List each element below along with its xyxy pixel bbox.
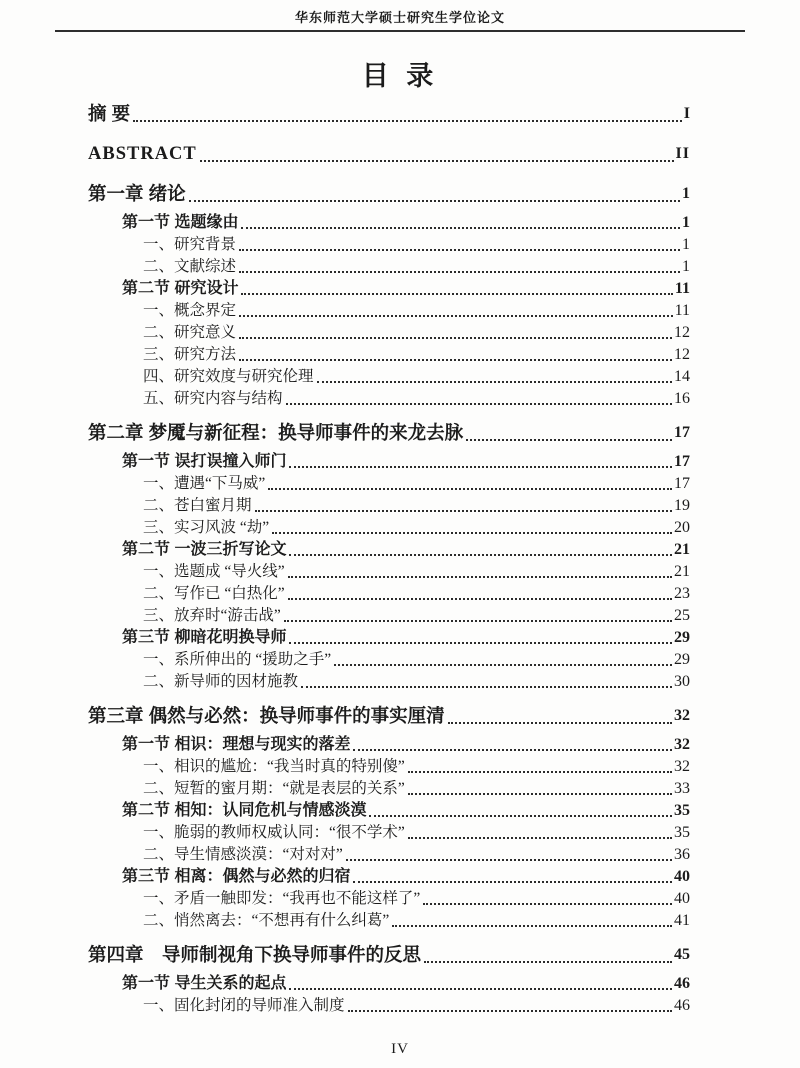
- toc-entry-page: 1: [682, 258, 690, 275]
- toc-entry-page: 11: [674, 280, 690, 297]
- toc-dot-leader: [348, 1010, 672, 1012]
- toc-entry-label: 一、矛盾一触即发：“我再也不能这样了”: [143, 890, 421, 907]
- toc-entry: [143, 778, 690, 800]
- toc-dot-leader: [301, 686, 672, 688]
- toc-entry: [122, 973, 690, 995]
- toc-entry: [88, 101, 690, 127]
- toc-entry-label: 二、苍白蜜月期: [143, 497, 252, 514]
- toc-entry-label: 第二章 梦魇与新征程：换导师事件的来龙去脉: [88, 422, 464, 443]
- toc-entry-page: 29: [674, 651, 690, 668]
- toc-entry-label: 二、短暂的蜜月期：“就是表层的关系”: [143, 780, 405, 797]
- header-divider-line: [55, 30, 745, 32]
- toc-entry-label: 第二节 相知：认同危机与情感淡漠: [122, 802, 367, 819]
- toc-entry-page: 46: [674, 997, 690, 1014]
- toc-dot-leader: [346, 859, 672, 861]
- toc-entry-label: 一、研究背景: [143, 236, 237, 253]
- toc-dot-leader: [392, 925, 672, 927]
- toc-entry-label: 第一节 导生关系的起点: [122, 975, 287, 992]
- toc-entry: [143, 844, 690, 866]
- toc-entry-label: 第四章 导师制视角下换导师事件的反思: [88, 944, 422, 965]
- toc-entry: [143, 322, 690, 344]
- toc-entry-page: 40: [674, 868, 690, 885]
- toc-dot-leader: [408, 793, 672, 795]
- toc-entry: [143, 473, 690, 495]
- toc-dot-leader: [289, 554, 672, 556]
- toc-entry-label: 一、脆弱的教师权威认同：“很不学术”: [143, 824, 405, 841]
- page-number-footer: IV: [391, 1041, 409, 1057]
- toc-dot-leader: [466, 439, 672, 441]
- toc-entry: [143, 366, 690, 388]
- toc-entry-page: 17: [674, 453, 690, 470]
- toc-entry-label: 五、研究内容与结构: [143, 390, 283, 407]
- toc-entry: [88, 141, 690, 167]
- toc-entry: [143, 910, 690, 932]
- toc-entry-page: 32: [674, 758, 690, 775]
- toc-entry-label: 三、放弃时“游击战”: [143, 607, 281, 624]
- toc-entry-page: 21: [674, 541, 690, 558]
- toc-dot-leader: [288, 598, 672, 600]
- toc-entry-label: 四、研究效度与研究伦理: [143, 368, 314, 385]
- toc-entry-page: II: [675, 145, 690, 162]
- toc-entry: [143, 649, 690, 671]
- toc-entry: [88, 703, 690, 729]
- toc-entry: [122, 539, 690, 561]
- toc-entry-label: 三、实习风波 “劫”: [143, 519, 270, 536]
- toc-dot-leader: [189, 200, 680, 202]
- toc-entry: [88, 420, 690, 446]
- toc-entry-label: 二、导生情感淡漠：“对对对”: [143, 846, 343, 863]
- toc-entry-page: 19: [674, 497, 690, 514]
- toc-list: [88, 101, 690, 1017]
- toc-dot-leader: [239, 359, 672, 361]
- toc-dot-leader: [239, 271, 680, 273]
- toc-entry-page: 20: [674, 519, 690, 536]
- toc-entry-page: 35: [674, 802, 690, 819]
- toc-entry-label: 一、固化封闭的导师准入制度: [143, 997, 345, 1014]
- toc-entry-page: 1: [682, 214, 690, 231]
- toc-entry-label: 二、悄然离去：“不想再有什么纠葛”: [143, 912, 390, 929]
- toc-entry: [122, 800, 690, 822]
- toc-dot-leader: [241, 227, 680, 229]
- toc-entry: [143, 517, 690, 539]
- toc-dot-leader: [353, 749, 672, 751]
- toc-dot-leader: [423, 903, 672, 905]
- toc-entry-label: 第一节 误打误撞入师门: [122, 453, 287, 470]
- toc-dot-leader: [289, 466, 672, 468]
- toc-entry: [143, 234, 690, 256]
- toc-entry: [122, 212, 690, 234]
- toc-entry: [143, 995, 690, 1017]
- toc-entry-page: 25: [674, 607, 690, 624]
- toc-entry-label: 二、写作已 “白热化”: [143, 585, 285, 602]
- toc-entry: [143, 495, 690, 517]
- toc-entry: [88, 181, 690, 207]
- toc-entry-page: 33: [674, 780, 690, 797]
- toc-entry: [88, 942, 690, 968]
- toc-dot-leader: [317, 381, 672, 383]
- toc-entry: [143, 671, 690, 693]
- toc-dot-leader: [239, 337, 672, 339]
- toc-dot-leader: [239, 249, 680, 251]
- toc-dot-leader: [239, 315, 673, 317]
- toc-entry-label: 第三节 柳暗花明换导师: [122, 629, 287, 646]
- toc-entry-label: 第一节 选题缘由: [122, 214, 239, 231]
- toc-dot-leader: [424, 961, 672, 963]
- toc-entry: [143, 583, 690, 605]
- toc-dot-leader: [268, 488, 672, 490]
- toc-entry-label: 一、遭遇“下马威”: [143, 475, 266, 492]
- toc-dot-leader: [353, 881, 672, 883]
- toc-entry-label: 一、系所伸出的 “援助之手”: [143, 651, 332, 668]
- toc-entry: [122, 278, 690, 300]
- toc-entry-page: 36: [674, 846, 690, 863]
- toc-entry-page: 12: [674, 324, 690, 341]
- toc-entry-label: 二、研究意义: [143, 324, 237, 341]
- toc-entry-label: 第一章 绪论: [88, 183, 186, 204]
- toc-entry: [143, 605, 690, 627]
- toc-entry-label: ABSTRACT: [88, 144, 197, 164]
- toc-entry: [143, 256, 690, 278]
- running-header: 华东师范大学硕士研究生学位论文: [294, 10, 505, 25]
- toc-entry-label: 第二节 一波三折写论文: [122, 541, 287, 558]
- toc-dot-leader: [241, 293, 672, 295]
- toc-entry-label: 第一节 相识：理想与现实的落差: [122, 736, 351, 753]
- toc-entry-label: 一、相识的尴尬：“我当时真的特别傻”: [143, 758, 405, 775]
- toc-entry: [143, 561, 690, 583]
- toc-entry-page: 45: [674, 946, 690, 963]
- toc-entry-page: 32: [674, 736, 690, 753]
- toc-entry-label: 二、新导师的因材施教: [143, 673, 299, 690]
- toc-entry-label: 第三节 相离：偶然与必然的归宿: [122, 868, 351, 885]
- toc-dot-leader: [369, 815, 672, 817]
- toc-dot-leader: [408, 771, 672, 773]
- toc-dot-leader: [288, 576, 672, 578]
- toc-entry-page: 17: [674, 475, 690, 492]
- toc-entry-page: 30: [674, 673, 690, 690]
- toc-dot-leader: [133, 120, 682, 122]
- toc-entry-page: 1: [682, 236, 690, 253]
- toc-entry-page: 23: [674, 585, 690, 602]
- toc-entry-label: 摘 要: [88, 103, 131, 124]
- toc-dot-leader: [408, 837, 672, 839]
- toc-dot-leader: [286, 403, 672, 405]
- toc-entry: [143, 888, 690, 910]
- toc-entry-page: I: [683, 105, 690, 122]
- toc-entry-page: 1: [682, 185, 690, 202]
- toc-dot-leader: [334, 664, 672, 666]
- toc-entry-label: 三、研究方法: [143, 346, 237, 363]
- toc-entry: [122, 734, 690, 756]
- toc-dot-leader: [284, 620, 672, 622]
- toc-dot-leader: [272, 532, 672, 534]
- toc-dot-leader: [289, 988, 672, 990]
- toc-entry-page: 46: [674, 975, 690, 992]
- toc-dot-leader: [448, 722, 672, 724]
- toc-entry: [143, 756, 690, 778]
- toc-entry-page: 11: [674, 302, 690, 319]
- toc-entry-page: 41: [674, 912, 690, 929]
- toc-entry-page: 14: [674, 368, 690, 385]
- toc-entry: [122, 451, 690, 473]
- toc-entry-label: 二、文献综述: [143, 258, 237, 275]
- toc-entry: [143, 388, 690, 410]
- toc-dot-leader: [200, 160, 674, 162]
- toc-entry-page: 17: [674, 424, 690, 441]
- toc-dot-leader: [289, 642, 672, 644]
- toc-entry: [122, 866, 690, 888]
- page-title: 目 录: [361, 61, 439, 91]
- toc-entry-page: 40: [674, 890, 690, 907]
- toc-entry-page: 21: [674, 563, 690, 580]
- toc-entry: [143, 822, 690, 844]
- toc-entry-page: 32: [674, 707, 690, 724]
- toc-entry-page: 35: [674, 824, 690, 841]
- toc-entry-label: 第二节 研究设计: [122, 280, 239, 297]
- toc-dot-leader: [255, 510, 672, 512]
- toc-entry-page: 12: [674, 346, 690, 363]
- toc-entry-label: 一、选题成 “导火线”: [143, 563, 285, 580]
- toc-entry-page: 29: [674, 629, 690, 646]
- toc-entry: [143, 344, 690, 366]
- toc-entry-label: 第三章 偶然与必然：换导师事件的事实厘清: [88, 705, 445, 726]
- toc-entry-page: 16: [674, 390, 690, 407]
- toc-entry: [143, 300, 690, 322]
- toc-entry-label: 一、概念界定: [143, 302, 237, 319]
- toc-entry: [122, 627, 690, 649]
